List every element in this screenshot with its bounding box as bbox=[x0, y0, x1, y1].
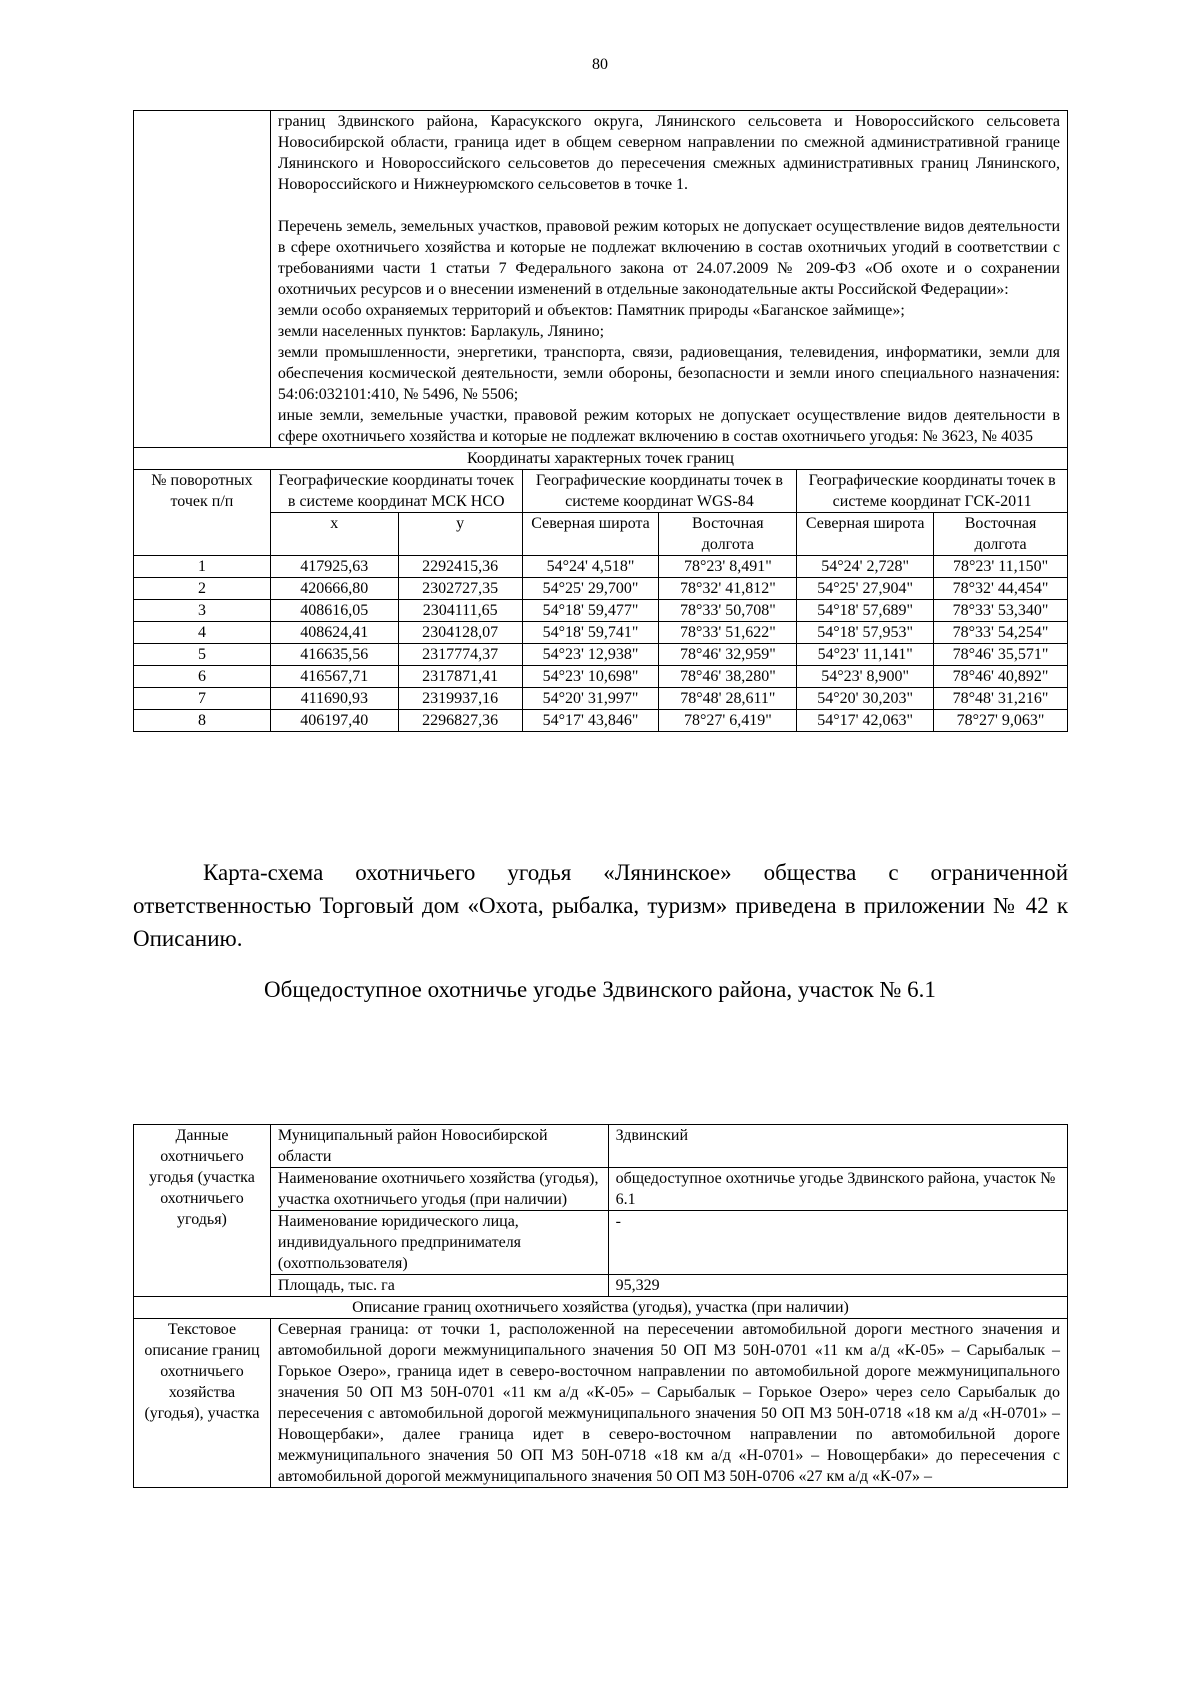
cell-y: 2304111,65 bbox=[398, 600, 522, 622]
cell-point: 5 bbox=[134, 644, 271, 666]
cell-x: 416635,56 bbox=[270, 644, 398, 666]
cell-x: 406197,40 bbox=[270, 710, 398, 732]
cell-wgs-north: 54°25' 29,700" bbox=[522, 578, 659, 600]
section-heading: Общедоступное охотничье угодье Здвинского района, участок № 6.1 bbox=[264, 977, 936, 1002]
exclusion-item: земли промышленности, энергетики, транспорта, связи, радиовещания, телевидения, информатики, земли для обеспечения космической деятельности, земли обороны, безопасности и земли иного специального назначения: 54:06:032101:410, № 5496, № 5506; bbox=[277, 344, 1060, 403]
exclusions-intro: Перечень земель, земельных участков, правовой режим которых не допускает осуществление видов деятельности в сфере охотничьего хозяйства и которые не подлежат включению в состав охотничьих угодий в соответствии с требованиями части 1 статьи 7 Федерального закона от 24.07.2009 № 209-ФЗ «Об охоте и о сохранении охотничьих ресурсов и о внесении изменений в отдельные законодательные акты Российской Федерации»: bbox=[277, 218, 1060, 298]
exclusion-item: земли особо охраняемых территорий и объектов: Памятник природы «Баганское займище»; bbox=[277, 302, 905, 319]
cell-gsk-east: 78°33' 54,254" bbox=[934, 622, 1068, 644]
cell-point: 8 bbox=[134, 710, 271, 732]
table-row bbox=[134, 1168, 1068, 1211]
cell-gsk-east: 78°48' 31,216" bbox=[934, 688, 1068, 710]
row-label: Наименование юридического лица, индивидуального предпринимателя (охотпользователя) bbox=[270, 1211, 608, 1275]
cell-point: 2 bbox=[134, 578, 271, 600]
exclusion-item: иные земли, земельные участки, правовой режим которых не допускает осуществление видов деятельности в сфере охотничьего хозяйства и которые не подлежат включению в состав охотничьего угодья: № 3623, № 4035 bbox=[277, 407, 1060, 445]
row-value: - bbox=[608, 1211, 1067, 1275]
sub-gsk-north-header: Северная широта bbox=[797, 513, 934, 556]
cell-x: 420666,80 bbox=[270, 578, 398, 600]
empty-label-cell bbox=[134, 111, 271, 448]
cell-wgs-north: 54°18' 59,741" bbox=[522, 622, 659, 644]
text-desc-label: Текстовое описание границ охотничьего хозяйства (угодья), участка bbox=[134, 1319, 271, 1488]
table-row bbox=[134, 1125, 1068, 1168]
cell-gsk-north: 54°24' 2,728" bbox=[797, 556, 934, 578]
cell-gsk-east: 78°32' 44,454" bbox=[934, 578, 1068, 600]
cell-gsk-north: 54°18' 57,953" bbox=[797, 622, 934, 644]
cell-x: 408624,41 bbox=[270, 622, 398, 644]
table-row bbox=[134, 1319, 1068, 1488]
table-row bbox=[134, 688, 1068, 710]
row-value: общедоступное охотничье угодье Здвинского района, участок № 6.1 bbox=[608, 1168, 1067, 1211]
cell-wgs-east: 78°27' 6,419" bbox=[659, 710, 797, 732]
map-reference-paragraph bbox=[133, 856, 1068, 955]
cell-y: 2292415,36 bbox=[398, 556, 522, 578]
row-label: Наименование охотничьего хозяйства (угодья), участка охотничьего угодья (при наличии) bbox=[270, 1168, 608, 1211]
cell-point: 4 bbox=[134, 622, 271, 644]
cell-point: 6 bbox=[134, 666, 271, 688]
cell-y: 2304128,07 bbox=[398, 622, 522, 644]
row-label: Муниципальный район Новосибирской области bbox=[270, 1125, 608, 1168]
row-label: Площадь, тыс. га bbox=[270, 1275, 608, 1297]
coords-subheader-row bbox=[134, 513, 1068, 556]
cell-wgs-east: 78°48' 28,611" bbox=[659, 688, 797, 710]
sub-gsk-east-header: Восточная долгота bbox=[934, 513, 1068, 556]
table-row bbox=[134, 644, 1068, 666]
cell-y: 2302727,35 bbox=[398, 578, 522, 600]
row-value: 95,329 bbox=[608, 1275, 1067, 1297]
cell-point: 7 bbox=[134, 688, 271, 710]
sub-x-header: x bbox=[270, 513, 398, 556]
text-desc-value: Северная граница: от точки 1, расположенной на пересечении автомобильной дороги местного значения и автомобильной дороги межмуниципального значения 50 ОП МЗ 50Н-0701 «11 км а/д «К-05» – Сарыбалык – Горькое Озеро», граница идет в северо-восточном направлении по автомобильной дороге межмуниципального значения 50 ОП МЗ 50Н-0701 «11 км а/д «К-05» – Сарыбалык – Горькое Озеро» через село Сарыбалык до пересечения с автомобильной дорогой межмуниципального значения 50 ОП МЗ 50Н-0718 «18 км а/д «Н-0701» – Новощербаки», далее граница идет в северо-восточном направлении по автомобильной дороге межмуниципального значения 50 ОП МЗ 50Н-0718 «18 км а/д «Н-0701» – Новощербаки» до пересечения с автомобильной дорогой межмуниципального значения 50 ОП МЗ 50Н-0706 «27 км а/д «К-07» – bbox=[270, 1319, 1067, 1488]
cell-wgs-north: 54°24' 4,518" bbox=[522, 556, 659, 578]
cell-gsk-north: 54°25' 27,904" bbox=[797, 578, 934, 600]
cell-wgs-east: 78°23' 8,491" bbox=[659, 556, 797, 578]
cell-x: 411690,93 bbox=[270, 688, 398, 710]
cell-y: 2296827,36 bbox=[398, 710, 522, 732]
cell-gsk-north: 54°23' 11,141" bbox=[797, 644, 934, 666]
row-value: Здвинский bbox=[608, 1125, 1067, 1168]
sub-wgs-north-header: Северная широта bbox=[522, 513, 659, 556]
exclusion-item: земли населенных пунктов: Барлакуль, Лянино; bbox=[277, 323, 605, 340]
cell-wgs-north: 54°23' 10,698" bbox=[522, 666, 659, 688]
page-number: 80 bbox=[592, 56, 608, 73]
zdvinsky-plot-table bbox=[133, 1124, 1068, 1488]
table-row bbox=[134, 1211, 1068, 1275]
cell-wgs-east: 78°33' 51,622" bbox=[659, 622, 797, 644]
cell-wgs-north: 54°23' 12,938" bbox=[522, 644, 659, 666]
cell-x: 408616,05 bbox=[270, 600, 398, 622]
col-point-header: № поворотных точек п/п bbox=[134, 470, 271, 556]
cell-gsk-north: 54°23' 8,900" bbox=[797, 666, 934, 688]
boundary-description-cell bbox=[270, 111, 1067, 448]
cell-y: 2317871,41 bbox=[398, 666, 522, 688]
boundary-description-row bbox=[134, 111, 1068, 448]
cell-wgs-east: 78°46' 38,280" bbox=[659, 666, 797, 688]
cell-wgs-north: 54°20' 31,997" bbox=[522, 688, 659, 710]
col-gsk-header: Географические координаты точек в системе координат ГСК-2011 bbox=[797, 470, 1068, 513]
cell-wgs-east: 78°33' 50,708" bbox=[659, 600, 797, 622]
coords-title: Координаты характерных точек границ bbox=[134, 448, 1068, 470]
cell-gsk-north: 54°20' 30,203" bbox=[797, 688, 934, 710]
map-reference-text: Карта-схема охотничьего угодья «Лянинское» общества с ограниченной ответственностью Торговый дом «Охота, рыбалка, туризм» приведена в приложении № 42 к Описанию. bbox=[133, 860, 1068, 951]
cell-wgs-east: 78°32' 41,812" bbox=[659, 578, 797, 600]
sub-wgs-east-header: Восточная долгота bbox=[659, 513, 797, 556]
table-row bbox=[134, 710, 1068, 732]
group-label: Данные охотничьего угодья (участка охотничьего угодья) bbox=[134, 1125, 271, 1297]
cell-gsk-north: 54°18' 57,689" bbox=[797, 600, 934, 622]
table-row bbox=[134, 578, 1068, 600]
boundary-text: границ Здвинского района, Карасукского округа, Лянинского сельсовета и Новороссийского сельсовета Новосибирской области, граница идет в общем северном направлении по смежной административной границе Лянинского и Новороссийского сельсоветов до пересечения смежных административных границ Лянинского, Новороссийского и Нижнеурюмского сельсоветов в точке 1. bbox=[277, 113, 1060, 193]
cell-wgs-north: 54°17' 43,846" bbox=[522, 710, 659, 732]
cell-y: 2317774,37 bbox=[398, 644, 522, 666]
boundary-title: Описание границ охотничьего хозяйства (угодья), участка (при наличии) bbox=[134, 1297, 1068, 1319]
coords-header-row bbox=[134, 470, 1068, 513]
cell-gsk-north: 54°17' 42,063" bbox=[797, 710, 934, 732]
cell-gsk-east: 78°27' 9,063" bbox=[934, 710, 1068, 732]
sub-y-header: y bbox=[398, 513, 522, 556]
cell-x: 417925,63 bbox=[270, 556, 398, 578]
cell-gsk-east: 78°46' 40,892" bbox=[934, 666, 1068, 688]
cell-point: 1 bbox=[134, 556, 271, 578]
col-wgs-header: Географические координаты точек в системе координат WGS-84 bbox=[522, 470, 797, 513]
cell-gsk-east: 78°23' 11,150" bbox=[934, 556, 1068, 578]
table-row bbox=[134, 622, 1068, 644]
cell-wgs-east: 78°46' 32,959" bbox=[659, 644, 797, 666]
table-row bbox=[134, 1275, 1068, 1297]
cell-gsk-east: 78°46' 35,571" bbox=[934, 644, 1068, 666]
cell-wgs-north: 54°18' 59,477" bbox=[522, 600, 659, 622]
cell-x: 416567,71 bbox=[270, 666, 398, 688]
cell-y: 2319937,16 bbox=[398, 688, 522, 710]
col-msk-header: Географические координаты точек в системе координат МСК НСО bbox=[270, 470, 522, 513]
cell-gsk-east: 78°33' 53,340" bbox=[934, 600, 1068, 622]
table-row bbox=[134, 600, 1068, 622]
table-row bbox=[134, 556, 1068, 578]
lyaninskoe-boundary-table bbox=[133, 110, 1068, 732]
table-row bbox=[134, 666, 1068, 688]
cell-point: 3 bbox=[134, 600, 271, 622]
